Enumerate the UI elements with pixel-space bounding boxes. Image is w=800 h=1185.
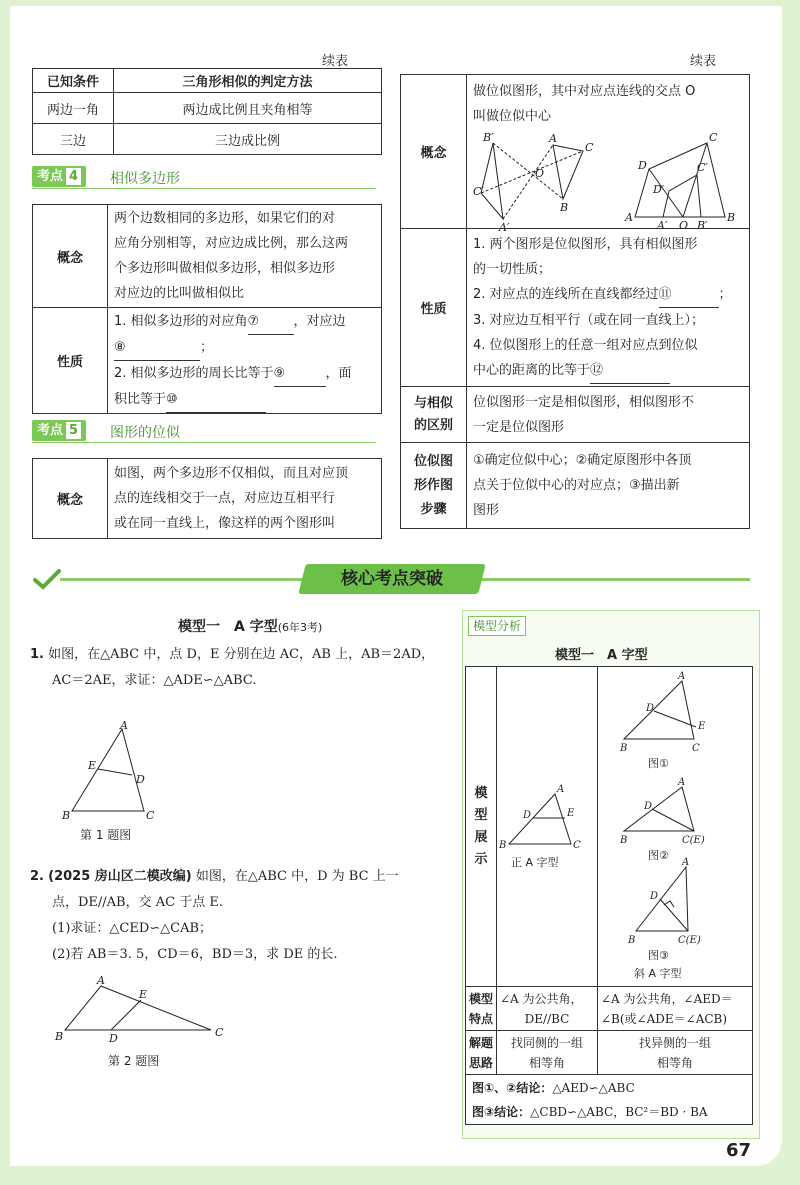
svg-text:D: D: [650, 891, 659, 902]
model-figures: [598, 667, 738, 985]
label: O: [679, 219, 689, 232]
difference-text: 位似图形一定是相似图形，相似图形不 一定是位似图形: [467, 387, 750, 443]
divider: [32, 442, 376, 443]
svg-text:A: A: [678, 671, 686, 682]
question-2: 2. (2025 房山区二模改编) 如图，在△ABC 中，D 为 BC 上一 点，DE//AB，交 AC 于点 E. (1)求证：△CED∽△CAB； (2)若 AB＝3. 5，CD＝6，BD＝3，求 DE 的长.: [30, 869, 399, 962]
property-text: 1. 两个图形是位似图形，具有相似图形 的一切性质； 2. 对应点的连线所在直线都经过⑪ ； 3. 对应边互相平行（或在同一直线上）； 4. 位似图形上的任意一组对应点到位似 中心的距离的比等于⑫: [467, 229, 750, 387]
label: A′: [499, 221, 510, 234]
regular-a-figure: [497, 782, 597, 872]
label: C: [709, 131, 718, 144]
label: B: [727, 211, 736, 224]
property-text: 1. 相似多边形的对应角⑦ ，对应边 ⑧ ； 2. 相似多边形的周长比等于⑨ ，面 积比等于⑩: [108, 308, 382, 414]
svg-text:D: D: [136, 773, 145, 786]
kaodian-5-title: 图形的位似: [110, 425, 180, 441]
svg-text:A: A: [557, 783, 565, 795]
row-method: 三边成比例: [114, 124, 382, 155]
concept-label: 概念: [33, 205, 108, 308]
property-label: 性质: [33, 308, 108, 414]
svg-text:B: B: [55, 1030, 64, 1043]
feature-right: ∠A 为公共角，∠AED＝ ∠B(或∠ADE＝∠ACB): [598, 987, 753, 1031]
label: A′: [657, 219, 668, 232]
label: B′: [483, 131, 494, 144]
analysis-tag: 模型分析: [468, 616, 526, 636]
svg-text:C: C: [215, 1026, 224, 1039]
svg-text:C(E): C(E): [678, 935, 701, 946]
label: B′: [697, 219, 708, 232]
concept-cell: 做位似图形，其中对应点连线的交点 O 叫做位似中心 B′ A C O C′ B A′ C D C′ D′ A A′ O B′ B: [467, 75, 750, 229]
criteria-table: [32, 68, 382, 155]
svg-text:B: B: [62, 809, 71, 822]
left-continued-label: 续表: [322, 54, 349, 69]
property-label: 性质: [401, 229, 467, 387]
svg-text:C: C: [573, 839, 581, 851]
question-2-caption: 第 2 题图: [108, 1054, 160, 1068]
svg-text:A: A: [97, 974, 105, 987]
conclusions: 图①、②结论：△AED∽△ABC 图③结论：△CBD∽△ABC，BC²＝BD · BA: [466, 1075, 753, 1125]
question-1-figure: [60, 721, 170, 821]
svg-text:E: E: [88, 759, 97, 772]
svg-text:C: C: [692, 743, 700, 754]
concept-text: 两个边数相同的多边形，如果它们的对 应角分别相等，对应边成比例，那么这两 个多边形叫做相似多边形，相似多边形 对应边的比叫做相似比: [108, 205, 382, 308]
question-1: 1. 如图，在△ABC 中，点 D，E 分别在边 AC，AB 上，AB＝2AD， AC＝2AE，求证：△ADE∽△ABC.: [30, 647, 435, 688]
svg-text:图①: 图①: [648, 757, 669, 770]
label: A: [549, 132, 557, 145]
approach-right: 找异侧的一组 相等角: [598, 1031, 753, 1075]
right-continued-label: 续表: [690, 54, 717, 69]
kaodian-4-tag: 考点 4: [32, 166, 86, 187]
header-condition: 已知条件: [33, 69, 114, 93]
kaodian-4-title: 相似多边形: [110, 171, 180, 187]
row-condition: 三边: [33, 124, 114, 155]
label: B: [560, 201, 569, 214]
svg-text:A: A: [120, 719, 128, 732]
concept-text: 如图，两个多边形不仅相似，而且对应顶 点的连线相交于一点，对应边互相平行 或在同一直线上，像这样的两个图形叫: [108, 459, 382, 539]
display-left: [497, 667, 598, 987]
svg-text:D: D: [646, 703, 655, 714]
display-label: 模型 展示: [466, 667, 497, 987]
feature-left: ∠A 为公共角， DE//BC: [497, 987, 598, 1031]
svg-text:D: D: [644, 801, 653, 812]
label: A: [625, 211, 633, 224]
label: C: [585, 141, 594, 154]
svg-text:C: C: [146, 809, 155, 822]
homothety-figures: [473, 129, 743, 234]
svg-text:图②: 图②: [648, 849, 669, 862]
svg-text:D: D: [523, 809, 532, 821]
svg-text:B: B: [620, 835, 628, 846]
checkmark-icon: [32, 568, 62, 594]
banner-line-left: [60, 578, 310, 581]
divider: [32, 188, 376, 189]
row-method: 两边成比例且夹角相等: [114, 93, 382, 124]
difference-label: 与相似 的区别: [401, 387, 467, 443]
analysis-table: [465, 666, 753, 1125]
svg-text:E: E: [698, 721, 706, 732]
concept-label: 概念: [33, 459, 108, 539]
row-condition: 两边一角: [33, 93, 114, 124]
svg-text:E: E: [139, 988, 148, 1001]
label: O: [535, 167, 545, 180]
approach-label: 解题 思路: [466, 1031, 497, 1075]
model-title: 模型一 A 字型(6年3考): [178, 619, 323, 635]
page-number: 67: [726, 1140, 752, 1161]
concept-label: 概念: [401, 75, 467, 229]
svg-text:B: B: [628, 935, 636, 946]
label: C′: [473, 185, 484, 198]
homothety-table-part2: [400, 74, 750, 529]
label: C′: [697, 161, 708, 174]
question-2-figure: [55, 974, 235, 1046]
label: D′: [653, 183, 665, 196]
similar-polygon-table: [32, 204, 382, 414]
steps-text: ①确定位似中心；②确定原图形中各顶 点关于位似中心的对应点；③描出新 图形: [467, 443, 750, 529]
homothety-table-part1: [32, 458, 382, 539]
svg-text:B: B: [620, 743, 628, 754]
svg-text:D: D: [109, 1032, 118, 1045]
steps-label: 位似图 形作图 步骤: [401, 443, 467, 529]
svg-text:A: A: [678, 777, 686, 788]
svg-text:斜 A 字型: 斜 A 字型: [634, 967, 682, 980]
header-method: 三角形相似的判定方法: [114, 69, 382, 93]
svg-text:E: E: [567, 807, 575, 819]
svg-text:正 A 字型: 正 A 字型: [511, 855, 559, 869]
banner-line-right: [470, 578, 750, 581]
display-right: [598, 667, 753, 987]
approach-left: 找同侧的一组 相等角: [497, 1031, 598, 1075]
banner-title: 核心考点突破: [341, 569, 443, 589]
kaodian-5-tag: 考点 5: [32, 420, 86, 441]
svg-text:图③: 图③: [648, 949, 669, 962]
label: D: [638, 159, 647, 172]
question-1-caption: 第 1 题图: [80, 828, 132, 842]
svg-text:B: B: [499, 839, 507, 851]
svg-text:A: A: [682, 857, 690, 868]
analysis-title: 模型一 A 字型: [555, 648, 648, 663]
svg-text:C(E): C(E): [682, 835, 705, 846]
page: [10, 6, 782, 1166]
feature-label: 模型 特点: [466, 987, 497, 1031]
